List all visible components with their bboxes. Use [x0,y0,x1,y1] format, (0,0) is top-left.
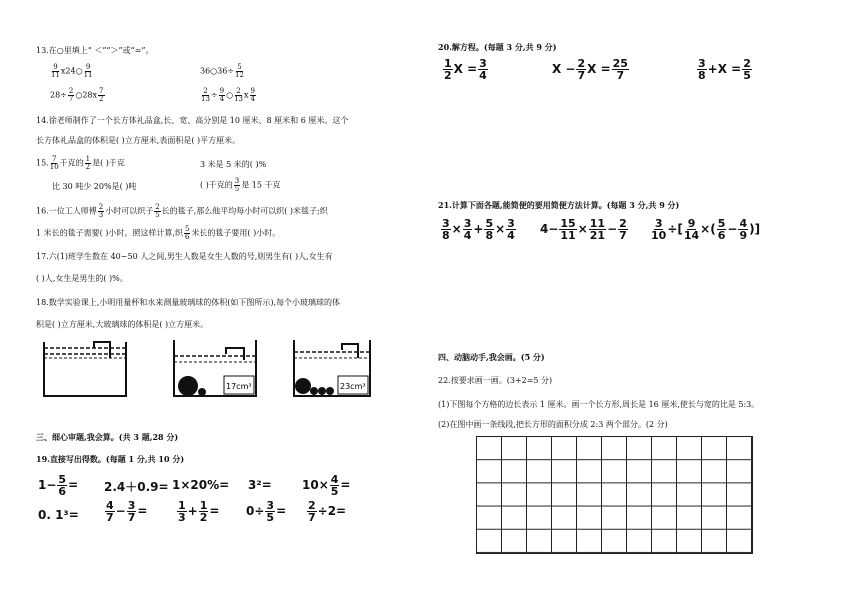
q19-r1-a: 1− $\frac{5}{6}$ = [38,473,79,498]
q21-expr1: $\frac{3}{8}$ × $\frac{3}{4}$ + $\frac{5}{8}$ × $\frac{3}{4}$ [442,217,515,242]
q22-part2: (2)在图中画一条线段,把长方形的面积分成 2:3 两个部分。(2 分) [438,420,668,429]
q21-title: 21.计算下面各题,能简便的要用简便方法计算。(每题 3 分,共 9 分) [438,200,680,210]
q20-title: 20.解方程。(每题 3 分,共 9 分) [438,42,557,52]
q13-item1: $\frac{9}{11}$ x24○ $\frac{9}{11}$ [51,63,93,79]
q19-r2-e: $\frac{2}{7}$ ÷2= [308,499,347,524]
q19-r1-e: 10× $\frac{4}{5}$ = [302,473,351,498]
q20-eq1: $\frac{1}{2}$ X = $\frac{3}{4}$ [444,57,487,82]
q19-r2-d: 0÷ $\frac{3}{5}$ = [246,499,287,524]
q22-part1: (1)下图每个方格的边长表示 1 厘米。画一个长方形,周长是 16 厘米,使长与宽的比是 5:3。 [438,400,760,409]
q13-text: 13.在○里填上“ ＜”“＞”或“=”。 [36,46,154,55]
q15-part4: ( )千克的 $\frac{3}{5}$ 是 15 千克 [200,177,281,193]
q19-r1-b: 2.4＋0.9= [104,480,169,494]
q22-title: 22.按要求画一画。(3+2=5 分) [438,376,553,385]
q19-r1-c: 1×20%= [172,478,230,492]
q19-r2-b: $\frac{4}{7}$ − $\frac{3}{7}$ = [106,499,148,524]
q15-part3: 比 30 吨少 20%是( )吨 [52,182,137,191]
q18-line1: 18.数学实验课上,小明用量杯和水来测量玻璃球的体积(如下图所示),每个小玻璃球的体 [36,298,341,307]
section-3-title: 三、细心审题,我会算。(共 3 题,28 分) [36,432,179,442]
cup2-label: 17cm³ [226,382,252,391]
q14-line1: 14.徐老师制作了一个长方体礼品盒,长、宽、高分别是 10 厘米、8 厘米和 6 厘米。这个 [36,116,349,125]
drawing-grid[interactable] [476,436,753,554]
q19-r2-c: $\frac{1}{3}$ + $\frac{1}{2}$ = [178,499,220,524]
q14-line2: 长方体礼品盒的体积是( )立方厘米,表面积是( )平方厘米。 [36,136,241,145]
q13-item2: 36○36÷ $\frac{5}{12}$ [200,63,244,79]
beaker-1 [44,342,126,396]
q16-line1: 16.一位工人师傅 $\frac{2}{3}$ 小时可以织子 $\frac{2}{5}$ 长的毯子,那么他平均每小时可以织( )米毯子;织 [36,203,328,219]
q20-eq2: X − $\frac{2}{7}$ X = $\frac{25}{7}$ [552,57,628,82]
cup3-label: 23cm³ [340,382,366,391]
q16-line2: 1 米长的毯子需要( )小时。照这样计算,织 $\frac{5}{6}$ 米长的毯子要用( )小时。 [36,225,281,241]
q13-item3: 28÷ $\frac{2}{7}$ ○28x $\frac{7}{2}$ [50,87,104,103]
section-4-title: 四、动脑动手,我会画。(5 分) [438,352,545,362]
q13-item4: $\frac{2}{13}$ ÷ $\frac{9}{4}$ ○ $\frac{2}{13}$ x $\frac{9}{4}$ [201,87,255,103]
q19-r1-d: 3²= [248,478,272,492]
q15-part2: 3 米是 5 米的( )% [200,160,267,169]
q17-line1: 17.六(1)班学生数在 40~50 人之间,男生人数是女生人数的号,则男生有( )人,女生有 [36,252,333,261]
q21-expr3: $\frac{3}{10}$ ÷[ $\frac{9}{14}$ ×( $\frac{5}{6}$ − $\frac{4}{9}$ )] [651,217,761,242]
q21-expr2: 4− $\frac{15}{11}$ × $\frac{11}{21}$ − $\frac{2}{7}$ [540,217,627,242]
q20-eq3: $\frac{3}{8}$ +X = $\frac{2}{5}$ [698,57,751,82]
q17-line2: ( )人,女生是男生的( )%。 [36,274,128,283]
q18-line2: 积是( )立方厘米,大玻璃球的体积是( )立方厘米。 [36,320,209,329]
q19-title: 19.直接写出得数。(每题 1 分,共 10 分) [36,454,185,464]
beaker-figures [36,336,376,400]
q19-r2-a: 0. 1³= [38,508,79,522]
q15-part1: 15. $\frac{7}{10}$ 千克的 $\frac{1}{2}$ 是( )千克 [36,155,125,171]
